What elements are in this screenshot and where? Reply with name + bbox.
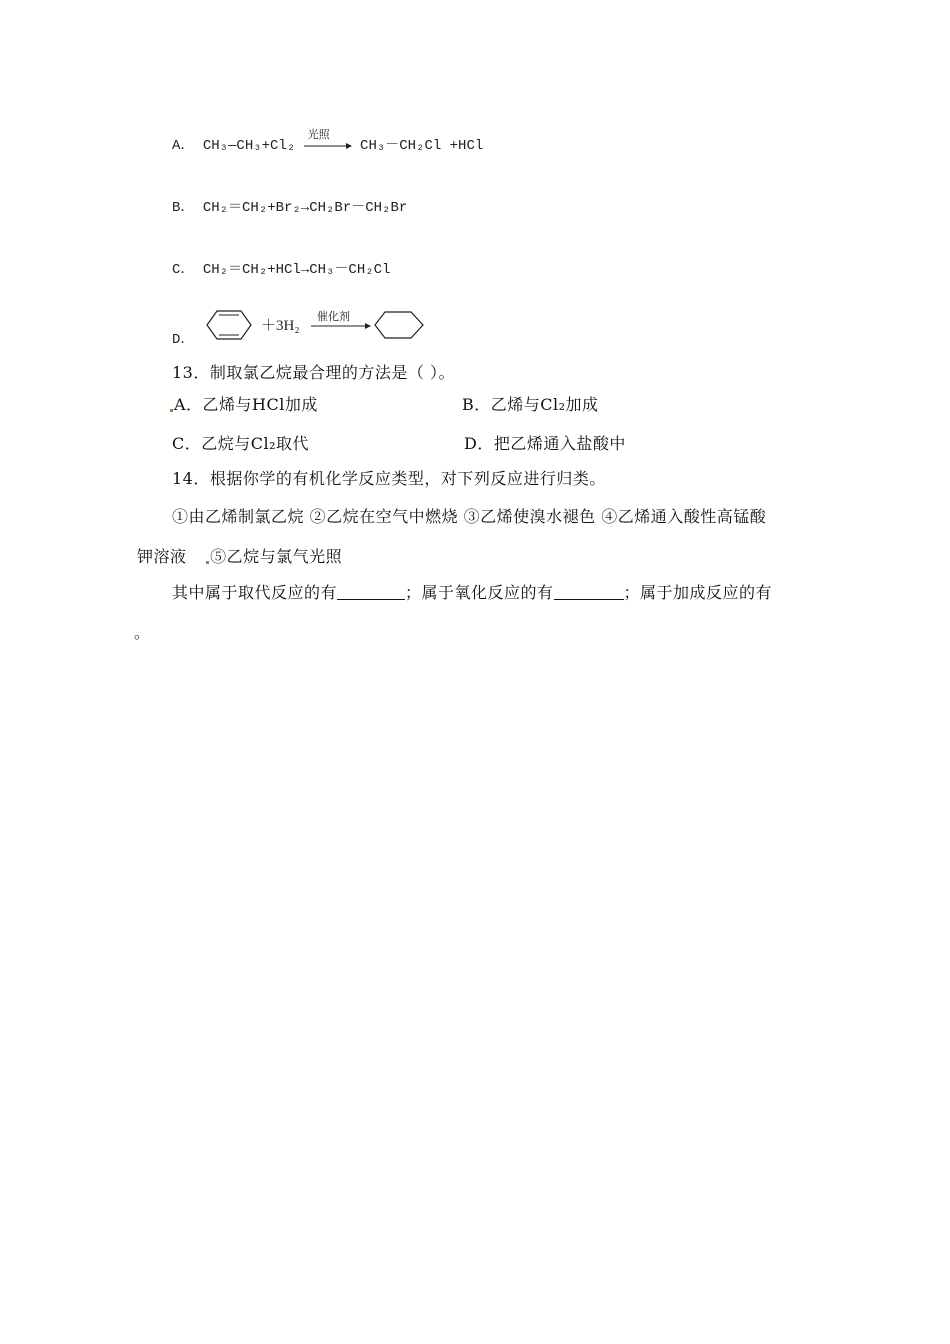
q14-end-mark: 。 — [134, 623, 151, 642]
reaction-a-label: A． — [172, 138, 195, 154]
q14-items-line2 — [137, 544, 342, 567]
q13-option-a — [170, 392, 318, 415]
cyclohexane-ring-icon — [375, 312, 423, 338]
q14-items-line1: ①由乙烯制氯乙烷 ②乙烷在空气中燃烧 ③乙烯使溴水褪色 ④乙烯通入酸性高锰酸 — [172, 507, 767, 526]
q14-items-line2a: 钾溶液 — [137, 547, 187, 566]
reaction-d-condition: 催化剂 — [317, 310, 350, 323]
q13-option-d: D．把乙烯通入盐酸中 — [464, 434, 626, 453]
reaction-a-condition: 光照 — [307, 130, 330, 143]
reaction-arrow-icon — [311, 323, 371, 329]
reaction-d-label: D． — [172, 332, 195, 348]
q14-fill-oxidation-label: ；属于氧化反应的有 — [405, 583, 554, 602]
mark-dot-icon — [206, 561, 209, 564]
q13-option-a-text: A．乙烯与HCl加成 — [174, 395, 318, 414]
reaction-d-reagent: ＋3H₂ — [261, 318, 300, 334]
q14-fill-addition-label: ；属于加成反应的有 — [623, 583, 773, 602]
benzene-ring-icon — [207, 311, 251, 339]
q14-stem: 14．根据你学的有机化学反应类型，对下列反应进行归类。 — [172, 469, 606, 488]
arrow-icon — [304, 141, 352, 151]
oxidation-answer-blank[interactable] — [554, 585, 624, 600]
reaction-b — [172, 196, 407, 216]
reaction-d-diagram — [203, 307, 443, 343]
q13-option-b: B．乙烯与Cl₂加成 — [462, 395, 599, 414]
reaction-b-text: CH₂＝CH₂+Br₂→CH₂Br－CH₂Br — [202, 200, 408, 216]
mark-dot-icon — [170, 409, 173, 412]
reaction-b-label: B． — [172, 200, 195, 216]
reaction-c — [172, 258, 390, 278]
q14-item-5: ⑤乙烷与氯气光照 — [210, 547, 343, 566]
reaction-c-label: C． — [172, 262, 195, 278]
q13-option-c: C．乙烷与Cl₂取代 — [172, 434, 310, 453]
reaction-a-rhs: CH₃－CH₂Cl +HCl — [360, 138, 484, 154]
reaction-c-text: CH₂＝CH₂+HCl→CH₃－CH₂Cl — [202, 262, 391, 278]
reaction-a — [172, 130, 484, 154]
q14-fill-substitution-label: 其中属于取代反应的有 — [172, 583, 338, 602]
reaction-a-lhs: CH₃—CH₃+Cl₂ — [202, 138, 296, 154]
reaction-arrow — [304, 130, 352, 152]
q14-fill-line — [172, 580, 772, 603]
substitution-answer-blank[interactable] — [337, 585, 405, 600]
q13-stem: 13．制取氯乙烷最合理的方法是（ ）。 — [172, 363, 455, 382]
